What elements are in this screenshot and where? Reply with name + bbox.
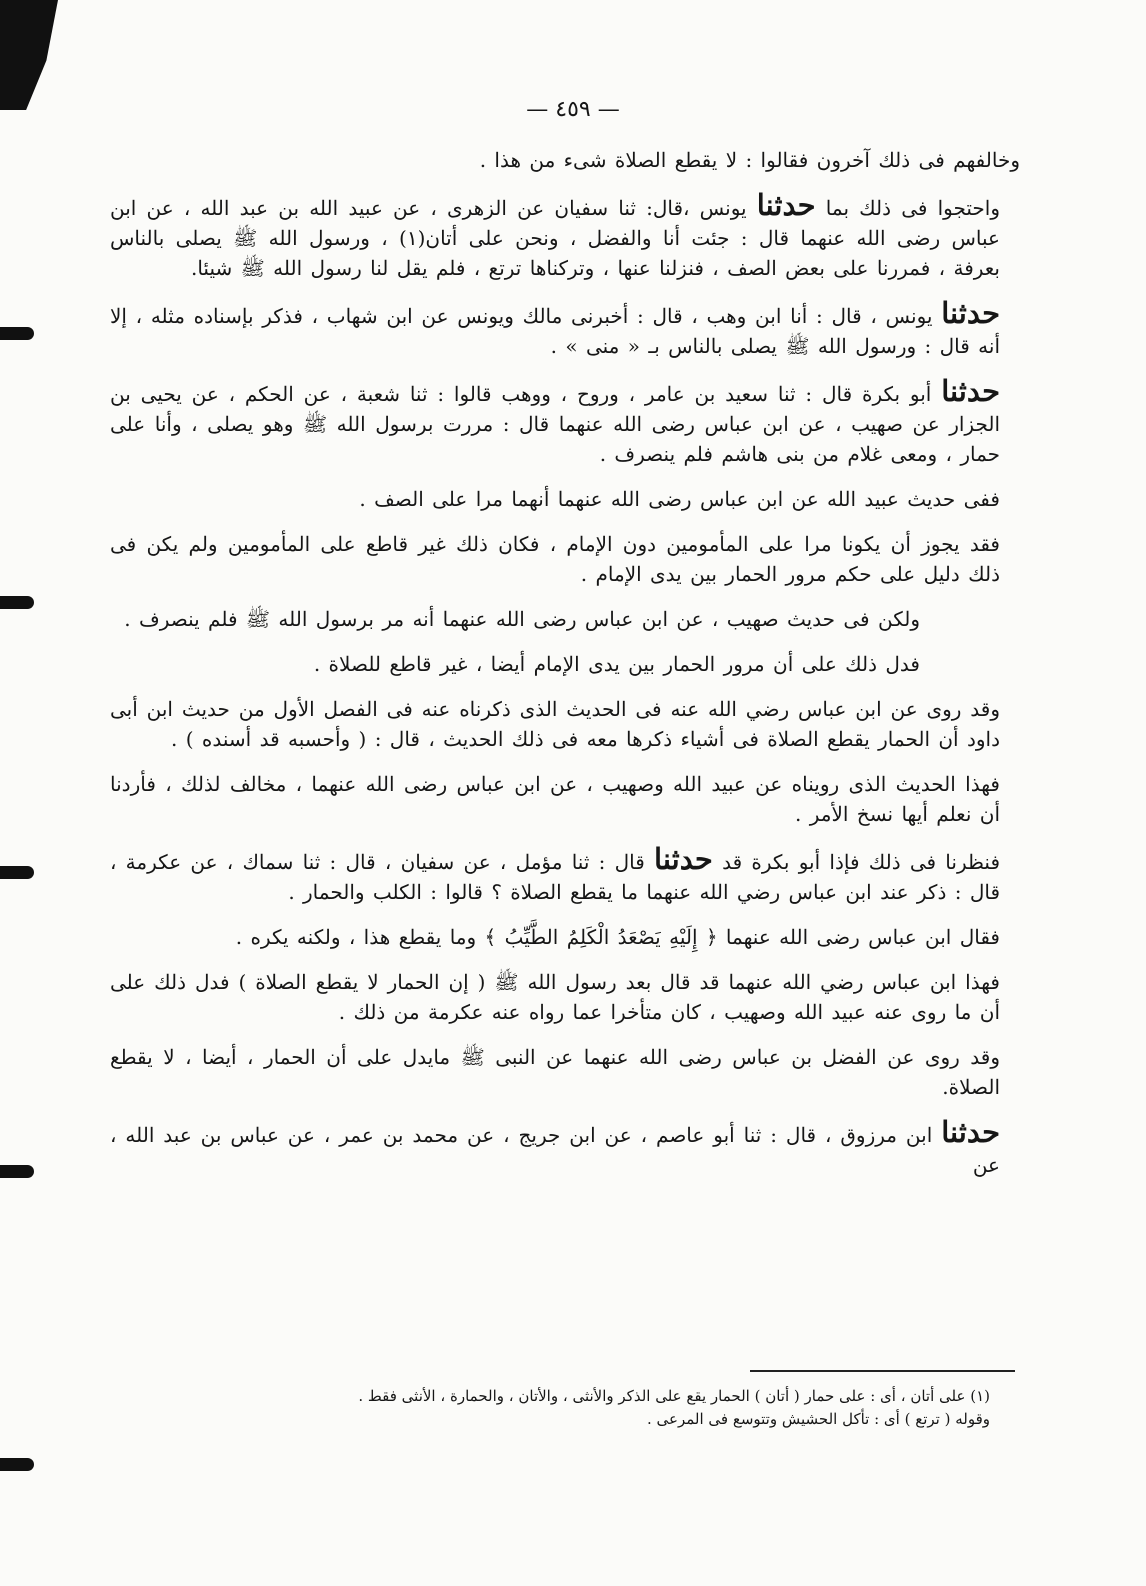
paragraph: وخالفهم فى ذلك آخرون فقالوا : لا يقطع الصلاة شىء من هذا .	[479, 148, 1020, 172]
scan-edge-mark	[0, 1165, 34, 1178]
paragraph: فقد يجوز أن يكونا مرا على المأمومين دون الإمام ، فكان ذلك غير قاطع على المأمومين ولم يكن فى ذلك دليل على حكم مرور الحمار بين يدى الإمام .	[110, 532, 1000, 586]
footnote: (١) على أتان ، أى : على حمار ( أتان ) الحمار يقع على الذكر والأنثى ، والأتان ، والحمارة ، الأنثى فقط .	[358, 1387, 990, 1405]
paragraph	[110, 190, 1020, 283]
paragraph: فهذا ابن عباس رضي الله عنهما قد قال بعد رسول الله ﷺ ( إن الحمار لا يقطع الصلاة ) فدل ذلك على أن ما روى عنه عبيد الله وصهيب ، كان متأخرا عما رواه عنه عكرمة من ذلك .	[110, 970, 1000, 1024]
paragraph: فقال ابن عباس رضى الله عنهما ﴿ إِلَيْهِ يَصْعَدُ الْكَلِمُ الطَّيِّبُ ﴾ وما يقطع هذا ، ولكنه يكره .	[235, 925, 1000, 949]
paragraph-text: قال : ثنا مؤمل ، عن سفيان ، قال : ثنا سماك ، عن عكرمة ، قال : ذكر عند ابن عباس رضي الله عنهما ما يقطع الصلاة ؟ قالوا : الكلب والحمار .	[110, 850, 1000, 904]
paragraph	[110, 1117, 1020, 1180]
paragraph: ولكن فى حديث صهيب ، عن ابن عباس رضى الله عنهما أنه مر برسول الله ﷺ فلم ينصرف .	[124, 607, 920, 631]
paragraph-lead: واحتجوا فى ذلك بما	[825, 196, 1000, 220]
haddathana-marker: حدثنا	[941, 374, 1001, 408]
paragraph-text: ابن مرزوق ، قال : ثنا أبو عاصم ، عن ابن جريج ، عن محمد بن عمر ، عن عباس بن عبد الله ، عن	[110, 1123, 1000, 1177]
paragraph-text: يونس ، قال : أنا ابن وهب ، قال : أخبرنى مالك ويونس عن ابن شهاب ، فذكر بإسناده مثله ، إلا أنه قال : ورسول الله ﷺ يصلى بالناس بـ « منى » .	[110, 304, 1000, 358]
paragraph: ففى حديث عبيد الله عن ابن عباس رضى الله عنهما أنهما مرا على الصف .	[359, 487, 1000, 511]
scan-edge-mark	[0, 0, 58, 110]
paragraph-lead: فنظرنا فى ذلك فإذا أبو بكرة قد	[722, 850, 1001, 874]
paragraph	[110, 844, 1020, 907]
main-text	[110, 145, 1020, 1195]
paragraph: وقد روى عن ابن عباس رضي الله عنه فى الحديث الذى ذكرناه عنه فى الفصل الأول من حديث ابن أبى داود أن الحمار يقطع الصلاة فى أشياء ذكرها معه فى ذلك الحديث ، قال : ( وأحسبه قد أسنده ) .	[110, 697, 1000, 751]
scan-edge-mark	[0, 866, 34, 879]
haddathana-marker: حدثنا	[941, 296, 1001, 330]
paragraph: وقد روى عن الفضل بن عباس رضى الله عنهما عن النبى ﷺ مايدل على أن الحمار ، أيضا ، لا يقطع الصلاة.	[110, 1045, 1000, 1099]
haddathana-marker: حدثنا	[756, 188, 816, 222]
footnotes	[270, 1385, 990, 1431]
haddathana-marker: حدثنا	[654, 842, 713, 876]
scan-edge-mark	[0, 596, 34, 609]
paragraph: فدل ذلك على أن مرور الحمار بين يدى الإمام أيضا ، غير قاطع للصلاة .	[313, 652, 920, 676]
scan-edge-mark	[0, 327, 34, 340]
paragraph-text: يونس ،قال: ثنا سفيان عن الزهرى ، عن عبيد الله بن عبد الله ، عن ابن عباس رضى الله عنهما قال : جئت أنا والفضل ، ونحن على أتان(١) ، ورسول الله ﷺ يصلى بالناس بعرفة ، فمررنا على بعض الصف ، فنزلنا عنها ، وتركناها ترتع ، فلم يقل لنا رسول الله ﷺ شيئا.	[110, 196, 1000, 280]
footnote: وقوله ( ترتع ) أى : تأكل الحشيش وتتوسع فى المرعى .	[646, 1410, 990, 1428]
paragraph: فهذا الحديث الذى رويناه عن عبيد الله وصهيب ، عن ابن عباس رضى الله عنهما ، مخالف لذلك ، فأردنا أن نعلم أيها نسخ الأمر .	[110, 772, 1000, 826]
haddathana-marker: حدثنا	[941, 1115, 1000, 1149]
paragraph	[110, 376, 1020, 469]
scan-edge-mark	[0, 1458, 34, 1471]
footnote-separator	[750, 1370, 1015, 1372]
page-number: — ٤٥٩ —	[526, 97, 620, 122]
paragraph	[110, 298, 1020, 361]
paragraph-text: أبو بكرة قال : ثنا سعيد بن عامر ، وروح ، ووهب قالوا : ثنا شعبة ، عن الحكم ، عن يحيى بن الجزار عن صهيب ، عن ابن عباس رضى الله عنهما قال : مررت برسول الله ﷺ وهو يصلى ، وأنا على حمار ، ومعى غلام من بنى هاشم فلم ينصرف .	[110, 382, 1000, 466]
